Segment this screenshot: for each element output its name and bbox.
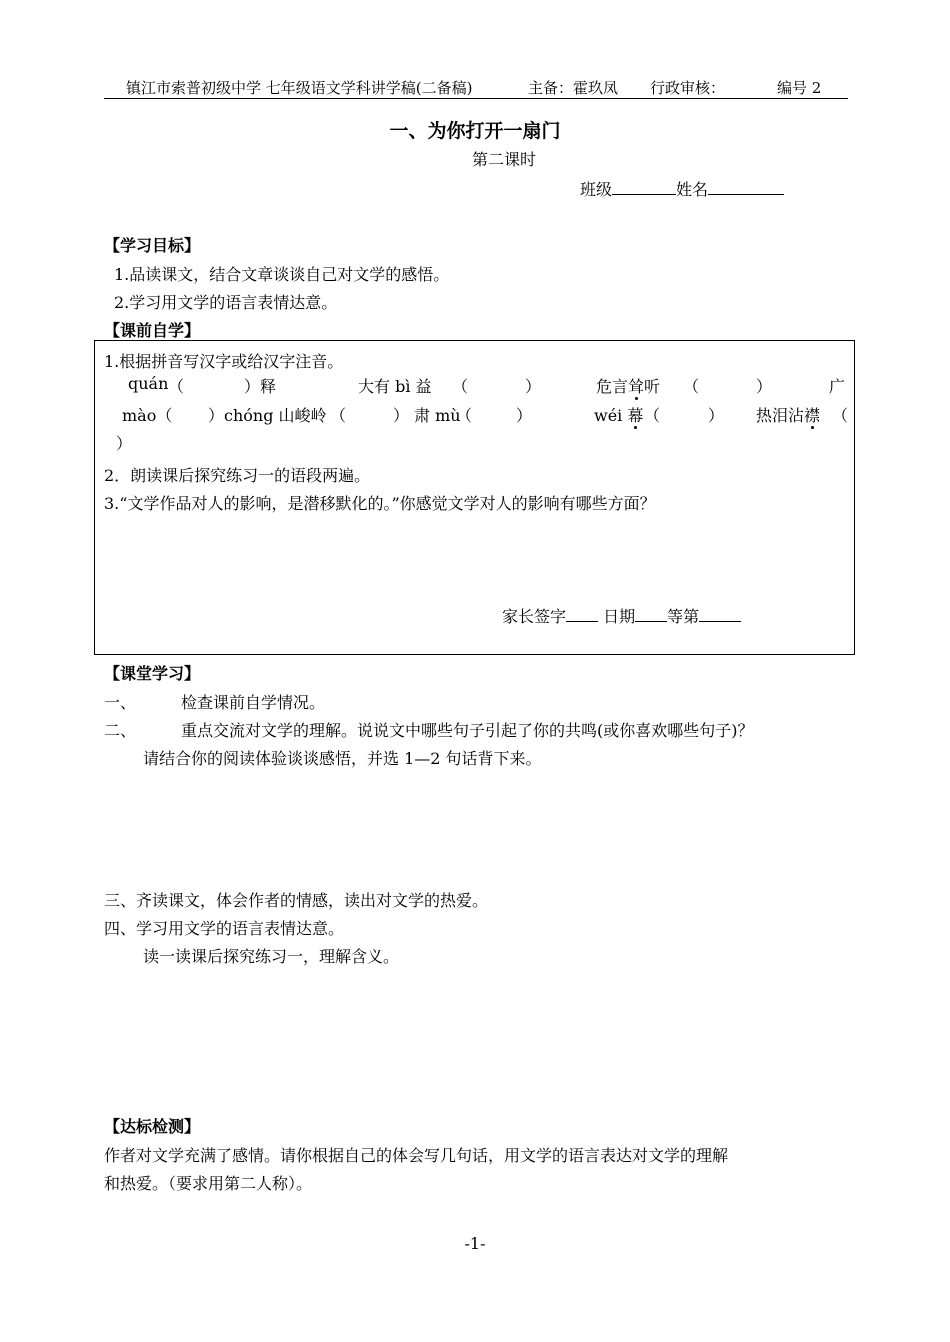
q1-d-word: 广 <box>829 377 846 396</box>
header-review: 行政审核： <box>650 79 726 97</box>
parent-sign-blank[interactable] <box>566 605 598 622</box>
q1-a-open[interactable]: （ <box>168 377 185 396</box>
q1-e-close: ） <box>393 406 410 425</box>
preview-q1: 1.根据拼音写汉字或给汉字注音。 <box>104 352 344 371</box>
q1-b-word: 大有 bì 益 <box>358 377 432 396</box>
page-number: -1- <box>464 1234 486 1253</box>
q1-g-open[interactable]: （ <box>644 406 661 425</box>
classroom-s2-text: 重点交流对文学的理解。说说文中哪些句子引起了你的共鸣(或你喜欢哪些句子)？ <box>181 721 754 740</box>
name-label: 姓名 <box>676 180 709 199</box>
classroom-s2-num: 二、 <box>104 721 137 740</box>
q1-d-close: ） <box>208 406 225 425</box>
name-blank[interactable] <box>708 178 784 195</box>
objective-item-1: 1.品读课文，结合文章谈谈自己对文学的感悟。 <box>114 265 450 284</box>
classroom-heading: 【课堂学习】 <box>104 664 201 683</box>
preview-q2: 2．朗读课后探究练习一的语段两遍。 <box>104 466 371 485</box>
q1-h-close: ） <box>116 434 133 453</box>
classroom-s4-cont: 读一读课后探究练习一，理解含义。 <box>143 947 400 966</box>
q1-f-word: 肃 mù <box>414 406 461 425</box>
header-school-course: 镇江市索普初级中学 七年级语文学科讲学稿(二备稿) <box>126 79 473 97</box>
objective-item-2: 2.学习用文学的语言表情达意。 <box>114 293 338 312</box>
date-label: 日期 <box>603 607 636 626</box>
parent-sign-row <box>502 604 741 627</box>
classroom-s3: 三、齐读课文，体会作者的情感，读出对文学的热爱。 <box>104 891 489 910</box>
classroom-s1-text: 检查课前自学情况。 <box>181 693 326 712</box>
classroom-s2-cont: 请结合你的阅读体验谈谈感悟，并选 1—2 句话背下来。 <box>143 749 542 768</box>
q1-e-open[interactable]: （ <box>330 406 347 425</box>
q1-b-open[interactable]: （ <box>452 377 469 396</box>
q1-f-close: ） <box>516 406 533 425</box>
class-label: 班级 <box>580 180 613 199</box>
q1-c-word: 危言耸听 <box>596 377 661 396</box>
q1-c-open[interactable]: （ <box>683 377 700 396</box>
objectives-heading: 【学习目标】 <box>104 236 201 255</box>
date-blank[interactable] <box>635 605 667 622</box>
page-title: 一、为你打开一扇门 <box>389 120 561 142</box>
q1-e-word: chóng 山峻岭 <box>224 406 327 425</box>
q1-f-open[interactable]: （ <box>456 406 473 425</box>
page-header <box>104 76 848 99</box>
grade-blank[interactable] <box>699 605 741 622</box>
header-preparer: 主备：霍玖凤 <box>528 79 619 97</box>
header-number: 编号 2 <box>777 79 822 97</box>
preview-heading: 【课前自学】 <box>104 321 201 340</box>
assessment-line-2: 和热爱。（要求用第二人称）。 <box>104 1174 313 1193</box>
q1-d-pinyin[interactable]: mào（ <box>122 406 173 425</box>
page-subtitle: 第二课时 <box>471 150 536 169</box>
q1-a-close: ）释 <box>244 377 277 396</box>
class-blank[interactable] <box>612 178 676 195</box>
classroom-s4: 四、学习用文学的语言表情达意。 <box>104 919 345 938</box>
q1-h-word: 热泪沾襟 <box>756 406 821 425</box>
q1-b-close: ） <box>525 377 542 396</box>
student-info <box>580 177 784 200</box>
assessment-heading: 【达标检测】 <box>104 1117 201 1136</box>
grade-label: 等第 <box>667 607 700 626</box>
classroom-s1-num: 一、 <box>104 693 137 712</box>
q1-c-close: ） <box>756 377 773 396</box>
preview-q3: 3.“文学作品对人的影响，是潜移默化的。”你感觉文学对人的影响有哪些方面？ <box>104 494 656 513</box>
q1-h-open[interactable]: （ <box>832 406 849 425</box>
q1-a-pinyin: quán <box>128 374 169 393</box>
q1-g-close: ） <box>708 406 725 425</box>
q1-g-word: wéi 幕 <box>594 406 644 425</box>
parent-sign-label: 家长签字 <box>502 607 567 626</box>
assessment-line-1: 作者对文学充满了感情。请你根据自己的体会写几句话，用文学的语言表达对文学的理解 <box>104 1146 729 1165</box>
